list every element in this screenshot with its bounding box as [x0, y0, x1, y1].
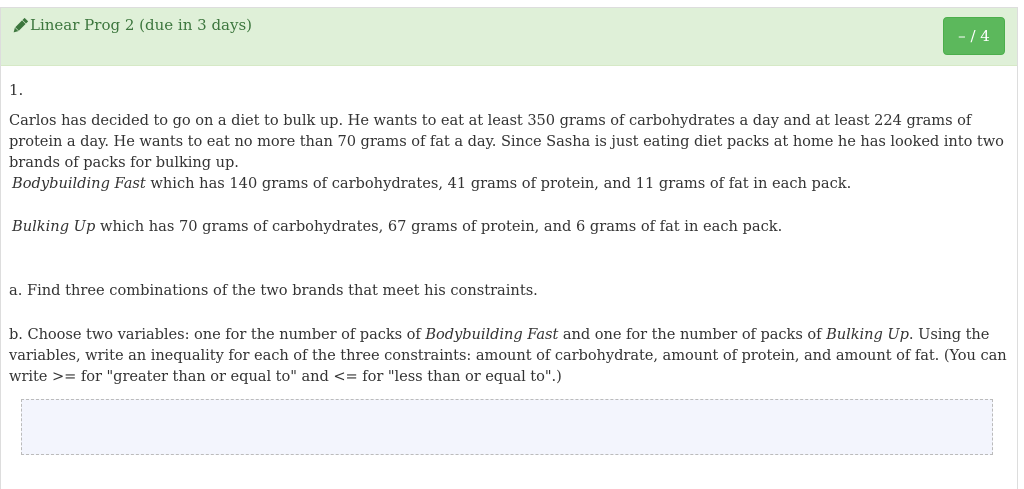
- pencil-icon: [10, 16, 30, 36]
- question-intro: Carlos has decided to go on a diet to bulk up. He wants to eat at least 350 grams of carbohydrates a day and at least 224 grams of protein a day. He wants to eat no more than 70 grams of fat a day. Since Sasha is just eating diet packs at home he has looked into two brands of packs for bulking up.: [9, 112, 1004, 171]
- brand-name: Bulking Up: [12, 218, 96, 235]
- part-b-prompt: [9, 324, 1009, 387]
- brand-bodybuilding-fast: [12, 175, 851, 192]
- part-b-brand2: Bulking Up: [826, 326, 909, 343]
- assignment-title: Linear Prog 2 (due in 3 days): [30, 16, 253, 34]
- part-b-suffix: . Using the variables, write an inequality for each of the three constraints: amount of carbohydrate, amount of protein, and amount of fat. (You can write >= for "greater than or equal to" and <= for "less than or equal to".): [9, 326, 1007, 385]
- question-number: 1.: [9, 81, 24, 99]
- score-button[interactable]: – / 4: [943, 17, 1005, 55]
- question-panel: [0, 7, 1018, 489]
- part-a-prompt: a. Find three combinations of the two brands that meet his constraints.: [9, 282, 538, 299]
- assignment-header: [1, 8, 1017, 66]
- brand-bulking-up: [12, 218, 782, 235]
- part-b-prefix: b. Choose two variables: one for the number of packs of: [9, 326, 426, 343]
- brand-description: which has 140 grams of carbohydrates, 41 grams of protein, and 11 grams of fat in each pack.: [145, 175, 852, 192]
- answer-input[interactable]: [21, 399, 993, 455]
- brand-description: which has 70 grams of carbohydrates, 67 grams of protein, and 6 grams of fat in each pack.: [95, 218, 783, 235]
- part-b-middle: and one for the number of packs of: [558, 326, 827, 343]
- part-b-brand1: Bodybuilding Fast: [425, 326, 559, 343]
- brand-name: Bodybuilding Fast: [12, 175, 146, 192]
